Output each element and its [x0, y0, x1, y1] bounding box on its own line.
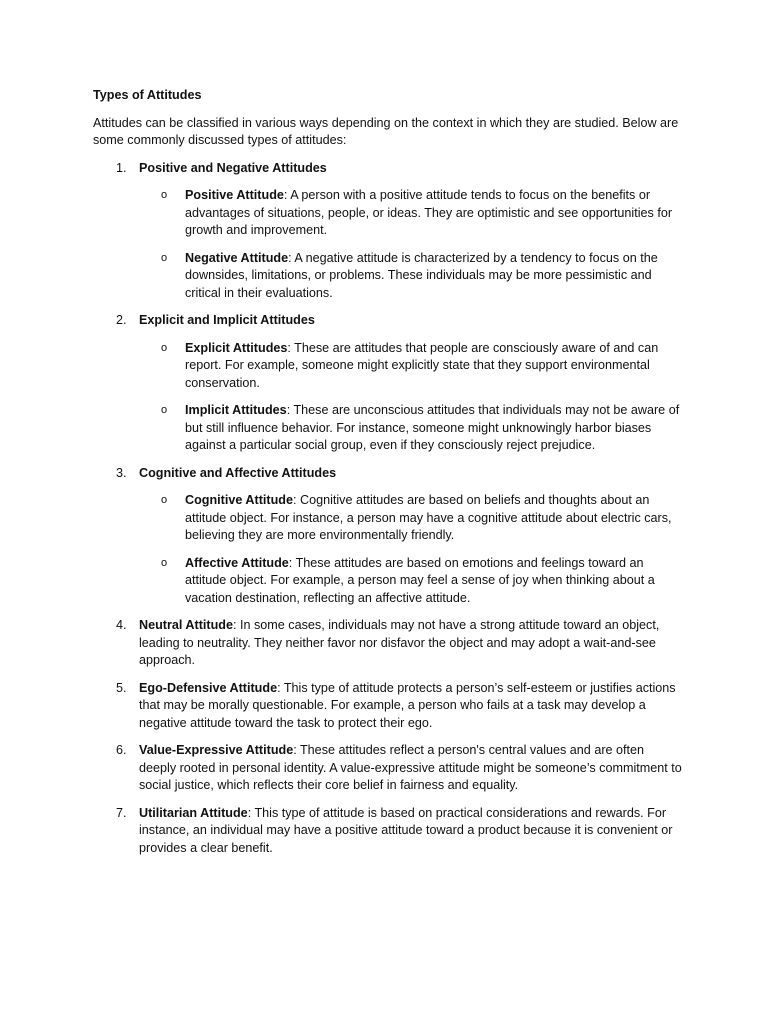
list-item-title: Utilitarian Attitude — [139, 805, 248, 820]
bullet-icon: o — [161, 556, 168, 569]
sub-item-term: Positive Attitude — [185, 188, 284, 202]
list-number: 4. — [116, 618, 127, 632]
sub-list-item — [139, 402, 683, 455]
list-item — [93, 742, 683, 795]
list-item — [93, 680, 683, 733]
sub-list-item — [139, 340, 683, 393]
list-item-title: Neutral Attitude — [139, 618, 233, 632]
list-item-title: Positive and Negative Attitudes — [139, 160, 327, 175]
list-number: 3. — [116, 465, 127, 480]
sub-item-term: Affective Attitude — [185, 555, 289, 570]
sub-list-item — [139, 250, 683, 303]
sub-item-text: : These are attitudes that people are consciously aware of and can report. For example, someone might explicitly state that they support environmental conservation. — [185, 340, 659, 390]
document-heading: Types of Attitudes — [93, 88, 202, 102]
bullet-icon: o — [161, 251, 168, 264]
sub-item-text: : These attitudes are based on emotions and feelings toward an attitude object. For example, a person may feel a sense of joy when thinking about a vacation destination, reflecting an affective attitude. — [185, 555, 655, 605]
sub-item-term: Cognitive Attitude — [185, 493, 293, 507]
sub-item-term: Negative Attitude — [185, 250, 289, 265]
bullet-icon: o — [161, 189, 168, 201]
list-number: 2. — [116, 313, 127, 327]
list-item-text: : In some cases, individuals may not have a strong attitude toward an object, leading to neutrality. They neither favor nor disfavor the object and may adopt a wait-and-see approach. — [139, 618, 660, 667]
bullet-icon: o — [161, 494, 168, 506]
intro-paragraph: Attitudes can be classified in various ways depending on the context in which they are studied. Below are some commonly discussed types of attitudes: — [93, 115, 679, 147]
sub-item-term: Explicit Attitudes — [185, 340, 288, 355]
list-item — [93, 805, 683, 858]
sub-list-item — [139, 555, 683, 608]
list-item-title: Explicit and Implicit Attitudes — [139, 313, 315, 327]
list-item — [93, 160, 683, 303]
list-item-title: Cognitive and Affective Attitudes — [139, 465, 337, 480]
list-item-text: : This type of attitude protects a person’s self-esteem or justifies actions that may be morally questionable. For example, a person who fails at a task may develop a negative attitude toward the task to protect their ego. — [139, 680, 676, 730]
list-number: 1. — [116, 160, 127, 175]
sub-list-item — [139, 492, 683, 545]
list-item-text: : This type of attitude is based on practical considerations and rewards. For instance, an individual may have a positive attitude toward a product because it is convenient or provides a clear benefit. — [139, 805, 673, 855]
bullet-icon: o — [161, 404, 168, 416]
list-item-title: Value-Expressive Attitude — [139, 743, 294, 757]
sub-item-text: : These are unconscious attitudes that individuals may not be aware of but still influence behavior. For instance, someone might unknowingly harbor biases against a particular social group, even if they consciously reject prejudice. — [185, 403, 680, 452]
sub-item-text: : A negative attitude is characterized by a tendency to focus on the downsides, limitations, or problems. These individuals may be more pessimistic and critical in their evaluations. — [185, 250, 658, 300]
list-item — [93, 617, 683, 670]
list-number: 5. — [116, 680, 127, 695]
list-number: 7. — [116, 805, 127, 820]
sub-item-term: Implicit Attitudes — [185, 403, 287, 417]
sub-item-text: : A person with a positive attitude tends to focus on the benefits or advantages of situations, people, or ideas. They are optimistic and see opportunities for growth and improvement. — [185, 188, 673, 237]
document-body — [93, 87, 683, 867]
list-item — [93, 312, 683, 455]
sub-list — [139, 187, 683, 302]
list-item-title: Ego-Defensive Attitude — [139, 680, 278, 695]
list-number: 6. — [116, 743, 127, 757]
attitude-types-list — [93, 160, 683, 858]
sub-list — [139, 492, 683, 607]
list-item — [93, 465, 683, 608]
sub-list — [139, 340, 683, 455]
bullet-icon: o — [161, 341, 168, 354]
sub-list-item — [139, 187, 683, 240]
list-item-text: : These attitudes reflect a person's central values and are often deeply rooted in personal identity. A value-expressive attitude might be someone’s commitment to social justice, which reflects their core belief in fairness and equality. — [139, 743, 682, 792]
sub-item-text: : Cognitive attitudes are based on beliefs and thoughts about an attitude object. For instance, a person may have a cognitive attitude about electric cars, believing they are more environmentally friendly. — [185, 493, 672, 542]
